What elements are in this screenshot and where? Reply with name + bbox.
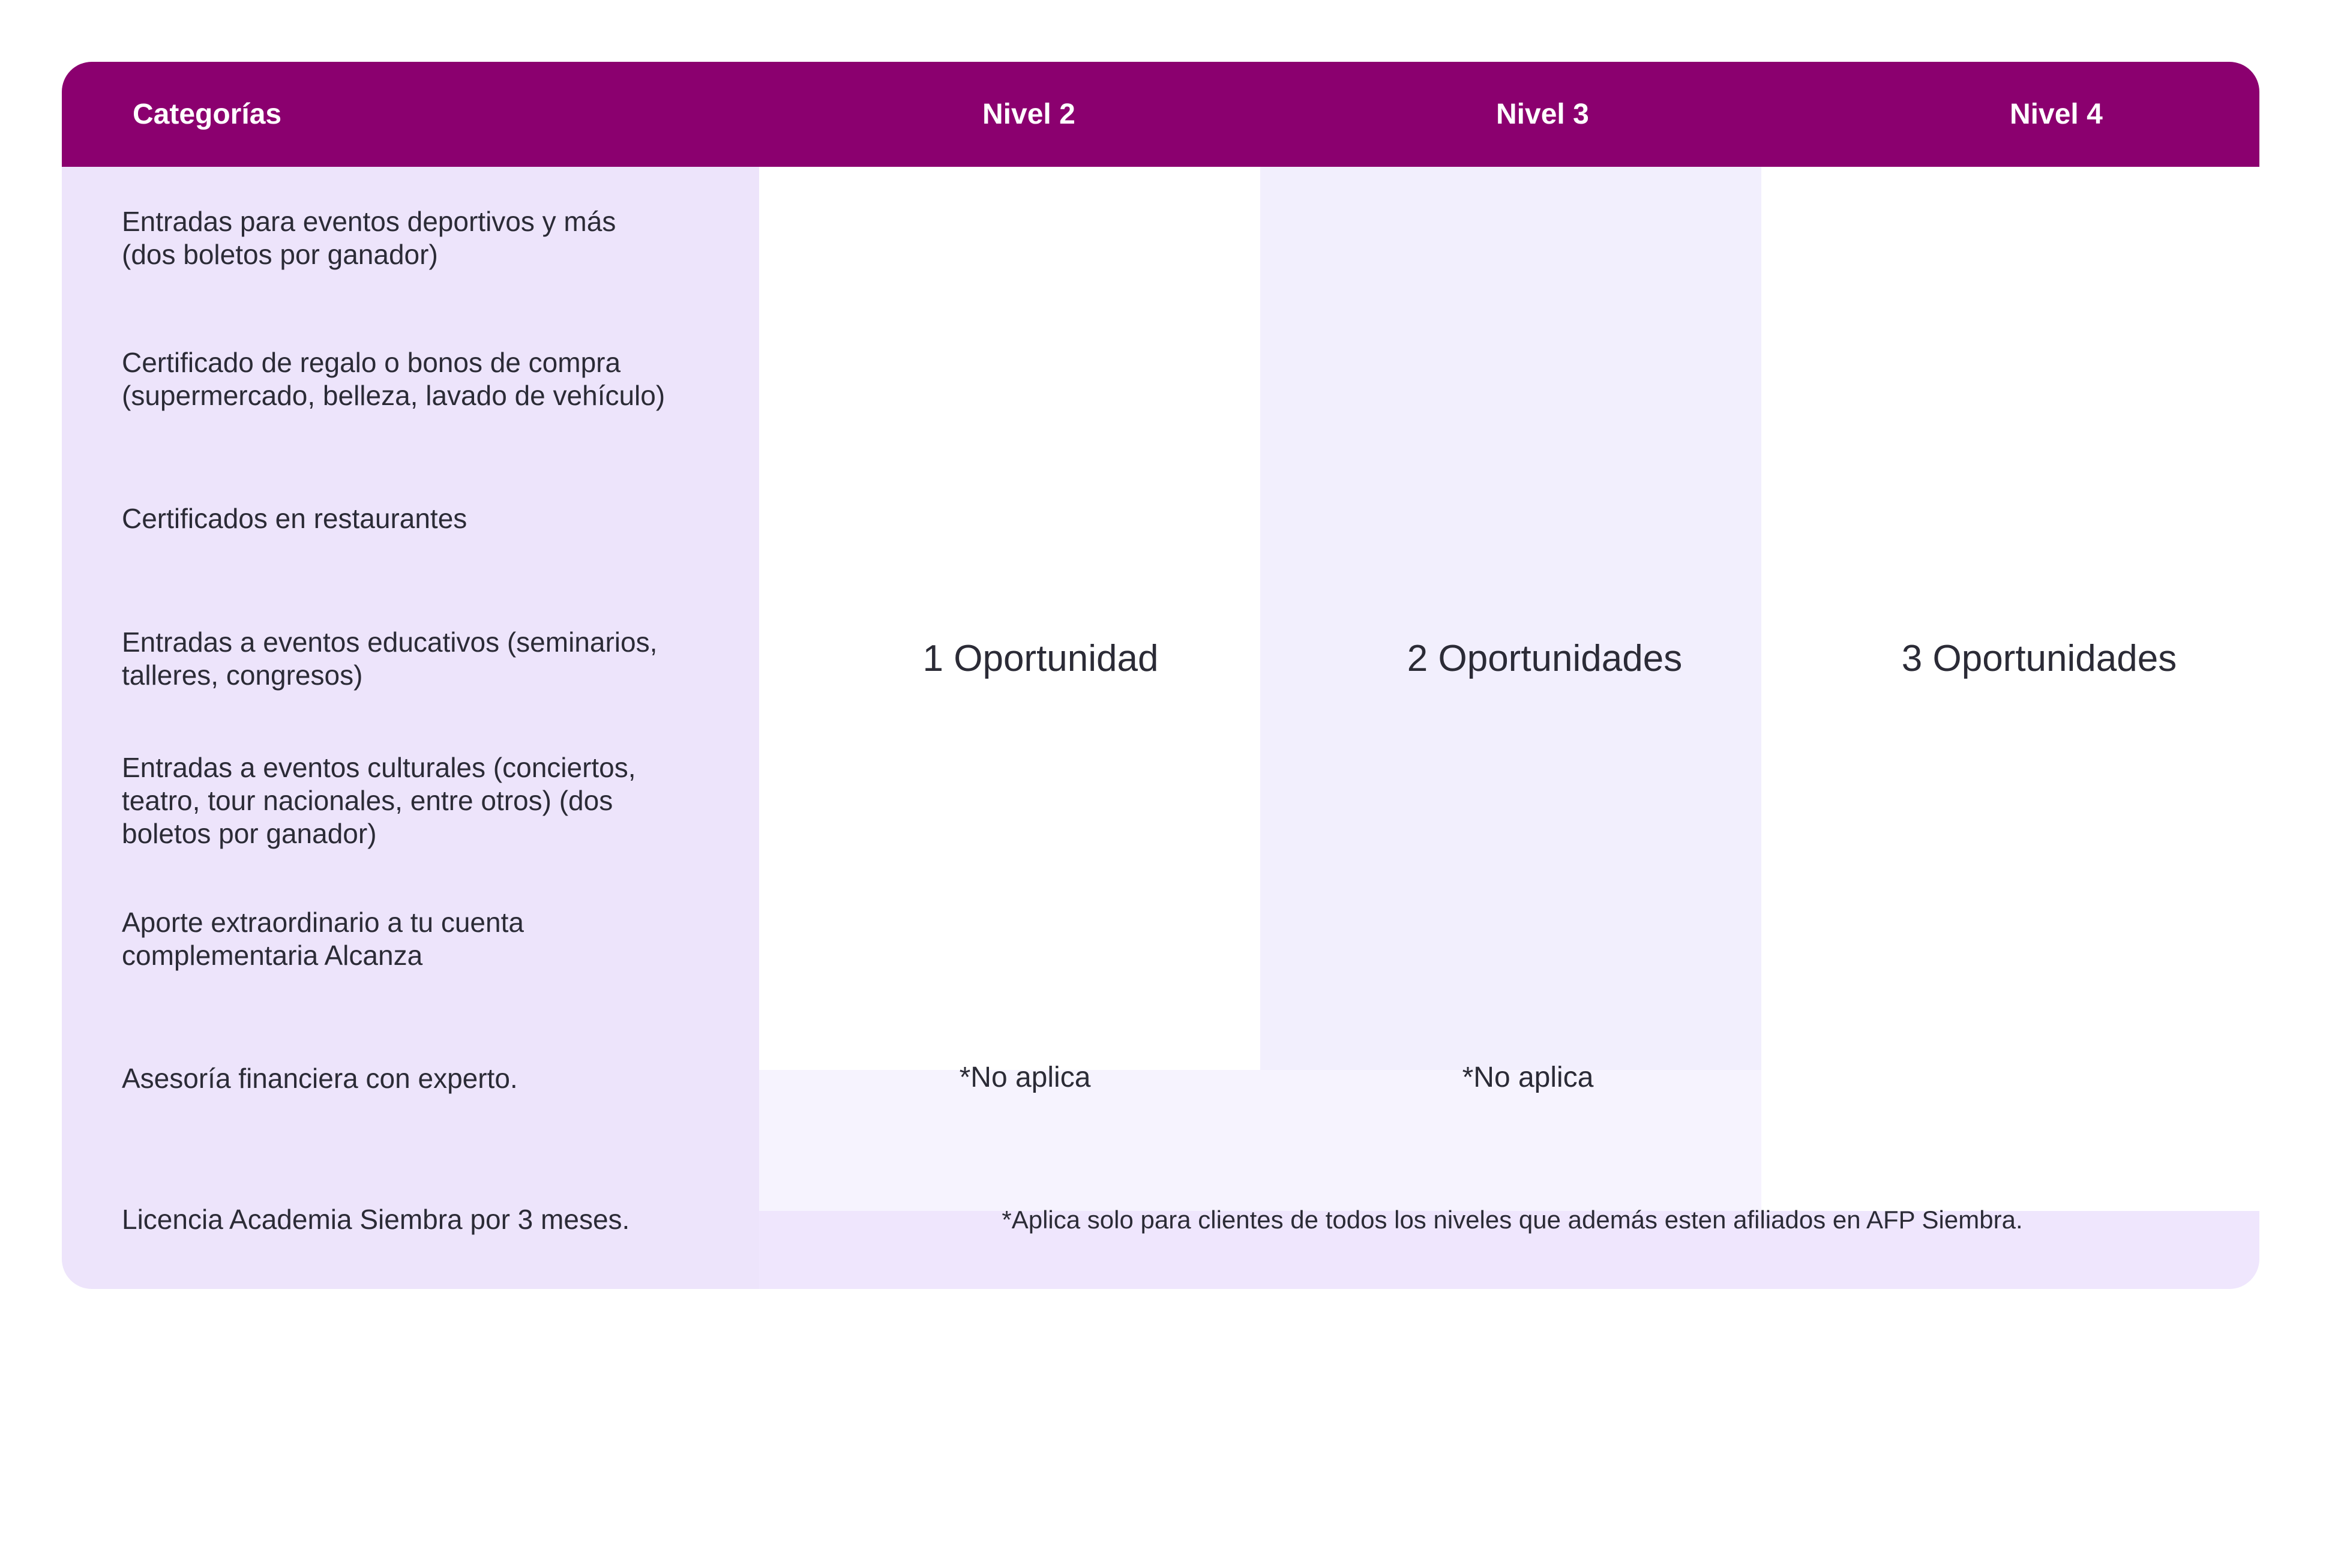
nivel-4-cell [1761,167,2259,1211]
category-label: Certificados en restaurantes [122,503,467,534]
category-label: Entradas a eventos culturales (conciertos, teatro, tour nacionales, entre otros) (dos boletos por ganador) [122,752,636,849]
category-label: Entradas a eventos educativos (seminarios, talleres, congresos) [122,626,658,691]
nivel-3-opportunities: 2 Oportunidades [1407,638,1683,679]
nivel-4-opportunities: 3 Oportunidades [1901,638,2177,679]
category-label: Aporte extraordinario a tu cuenta complementaria Alcanza [122,907,524,971]
header-categories: Categorías [133,98,282,130]
header-nivel-3: Nivel 3 [1496,98,1589,130]
header-nivel-2: Nivel 2 [982,98,1075,130]
category-label: Certificado de regalo o bonos de compra (supermercado, belleza, lavado de vehículo) [122,347,666,411]
nivel-2-no-aplica: *No aplica [959,1062,1091,1093]
header-nivel-4: Nivel 4 [2010,98,2103,130]
category-label: Licencia Academia Siembra por 3 meses. [122,1204,630,1235]
table-header [62,62,2259,167]
nivel-2-cell [759,167,1260,1070]
category-label: Entradas para eventos deportivos y más (dos boletos por ganador) [122,206,616,270]
licencia-note: *Aplica solo para clientes de todos los niveles que además esten afiliados en AFP Siembra. [1002,1206,2023,1234]
nivel-3-cell [1260,167,1761,1070]
nivel-3-no-aplica: *No aplica [1462,1062,1594,1093]
nivel-2-opportunities: 1 Oportunidad [922,638,1159,679]
categories-column [62,167,759,1289]
category-label: Asesoría financiera con experto. [122,1063,518,1094]
